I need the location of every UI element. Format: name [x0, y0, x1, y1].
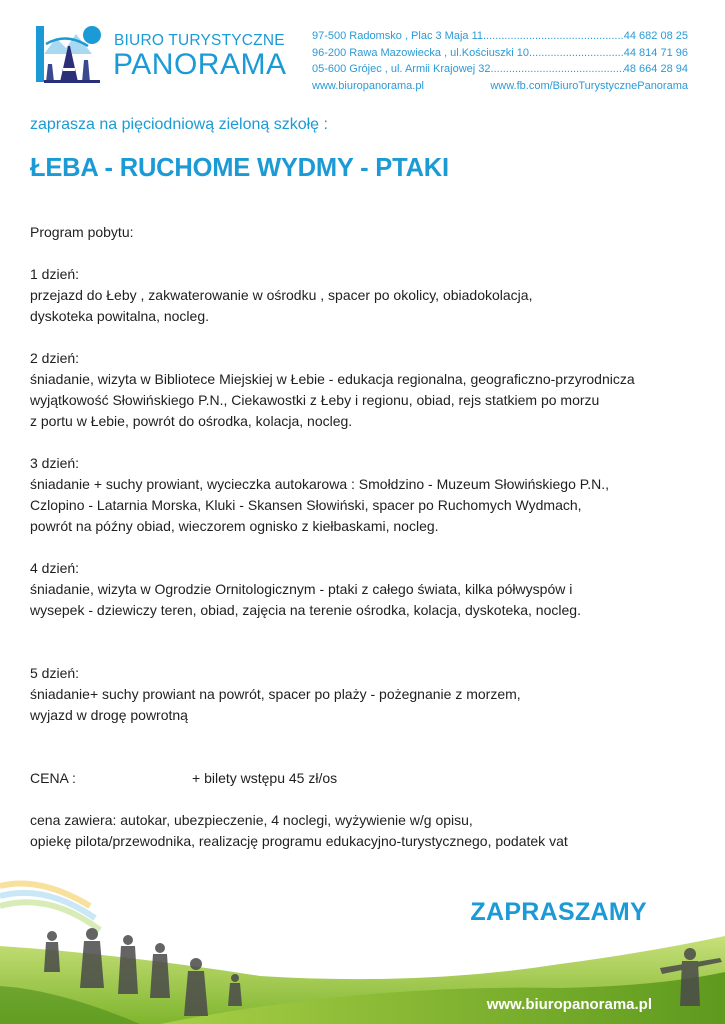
day-section	[30, 558, 710, 621]
day-section	[30, 264, 710, 327]
website-link[interactable]: www.biuropanorama.pl	[312, 79, 424, 92]
contact-row	[312, 61, 688, 78]
day-section	[30, 453, 710, 537]
contact-phone: 48 664 28 94	[623, 63, 688, 75]
contact-row	[312, 45, 688, 62]
day-line: śniadanie + suchy prowiant, wycieczka autokarowa : Smołdzino - Muzeum Słowińskiego P.N.,	[30, 476, 610, 492]
eiffel-tower-mountains-icon	[36, 24, 106, 84]
contact-phone: 44 682 08 25	[623, 30, 688, 42]
contact-address: 05-600 Grójec , ul. Armii Krajowej 32	[312, 63, 491, 75]
includes-line: cena zawiera: autokar, ubezpieczenie, 4 noclegi, wyżywienie w/g opisu,	[30, 812, 473, 828]
footer-website-link[interactable]: www.biuropanorama.pl	[486, 996, 652, 1013]
day-line: wyjątkowość Słowińskiego P.N., Ciekawostki z Łeby i regionu, obiad, rejs statkiem po morzu	[30, 392, 600, 408]
brand-top: BIURO TURYSTYCZNE	[114, 32, 285, 49]
contact-phone: 44 814 71 96	[623, 46, 688, 59]
day-label: 3 dzień:	[30, 455, 80, 471]
day-line: Czlopino - Latarnia Morska, Kluki - Skansen Słowiński, spacer po Ruchomych Wydmach,	[30, 497, 582, 513]
contact-web-row	[312, 78, 688, 95]
day-line: śniadanie+ suchy prowiant na powrót, spacer po plaży - pożegnanie z morzem,	[30, 686, 521, 702]
day-line: wyjazd w drogę powrotną	[30, 707, 188, 723]
dot-leader	[529, 45, 624, 62]
price-includes	[30, 810, 710, 852]
day-label: 2 dzień:	[30, 350, 80, 366]
dot-leader	[483, 28, 624, 45]
day-line: powrót na późny obiad, wieczorem ognisko z kiełbaskami, nocleg.	[30, 518, 439, 534]
contact-row	[312, 28, 688, 45]
day-section	[30, 663, 710, 726]
day-label: 1 dzień:	[30, 266, 80, 282]
day-label: 5 dzień:	[30, 665, 80, 681]
facebook-link[interactable]: www.fb.com/BiuroTurystycznePanorama	[490, 79, 688, 92]
day-line: śniadanie, wizyta w Ogrodzie Ornitologicznym - ptaki z całego świata, kilka półwyspów i	[30, 581, 573, 597]
brand-main: PANORAMA	[113, 48, 287, 81]
footer-banner	[0, 876, 725, 1024]
page-title: ŁEBA - RUCHOME WYDMY - PTAKI	[30, 154, 449, 182]
day-section	[30, 348, 710, 432]
day-line: wysepek - dziewiczy teren, obiad, zajęcia na terenie ośrodka, kolacja, dyskoteka, nocleg.	[30, 602, 581, 618]
includes-line: opiekę pilota/przewodnika, realizację programu edukacyjno-turystycznego, podatek vat	[30, 833, 568, 849]
price-label: CENA :	[30, 770, 76, 786]
day-label: 4 dzień:	[30, 560, 80, 576]
contact-address: 96-200 Rawa Mazowiecka , ul.Kościuszki 10	[312, 46, 530, 59]
program-label: Program pobytu:	[30, 224, 134, 240]
dot-leader	[491, 61, 624, 78]
contact-address: 97-500 Radomsko , Plac 3 Maja 11	[312, 30, 483, 42]
invite-text: ZAPRASZAMY	[470, 898, 647, 926]
day-line: z portu w Łebie, powrót do ośrodka, kolacja, nocleg.	[30, 413, 353, 429]
price-row	[30, 768, 710, 789]
contact-block	[312, 28, 688, 94]
logo	[36, 24, 286, 86]
day-line: przejazd do Łeby , zakwaterowanie w ośrodku , spacer po okolicy, obiadokolacja,	[30, 287, 533, 303]
day-line: śniadanie, wizyta w Bibliotece Miejskiej w Łebie - edukacja regionalna, geograficzno-przyrodnicza	[30, 371, 635, 387]
price-value: + bilety wstępu 45 zł/os	[192, 770, 338, 786]
intro-text: zaprasza na pięciodniową zieloną szkołę :	[30, 116, 328, 133]
day-line: dyskoteka powitalna, nocleg.	[30, 308, 209, 324]
program-content	[30, 222, 710, 852]
